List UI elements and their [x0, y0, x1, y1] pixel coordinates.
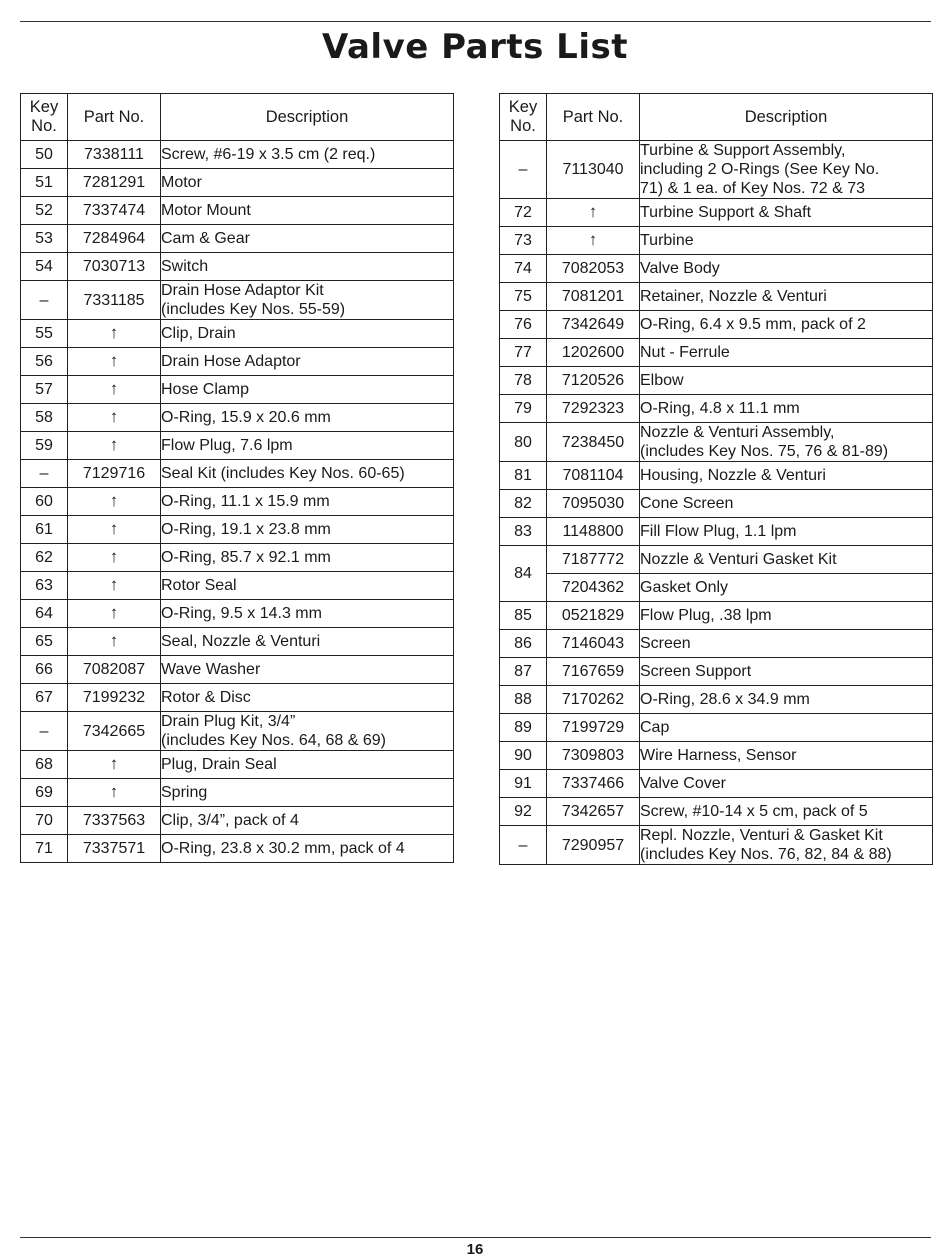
description-cell: O-Ring, 85.7 x 92.1 mm [161, 544, 454, 572]
part-no-cell: 7337474 [68, 197, 161, 225]
key-no-cell: 91 [500, 770, 547, 798]
key-no-cell: 82 [500, 490, 547, 518]
key-no-cell: 66 [21, 656, 68, 684]
page-number: 16 [466, 1241, 484, 1258]
part-no-cell: 0521829 [547, 602, 640, 630]
table-row [500, 227, 933, 255]
key-no-cell: 68 [21, 751, 68, 779]
table-row [500, 742, 933, 770]
key-no-cell: 76 [500, 311, 547, 339]
description-cell: Retainer, Nozzle & Venturi [640, 283, 933, 311]
part-no-cell [547, 199, 640, 227]
bottom-rule [20, 1237, 931, 1238]
part-no-cell [68, 320, 161, 348]
table-row [21, 460, 454, 488]
part-no-cell: 1148800 [547, 518, 640, 546]
table-row [21, 572, 454, 600]
key-no-cell: 92 [500, 798, 547, 826]
description-cell: Wave Washer [161, 656, 454, 684]
key-no-cell: – [500, 141, 547, 199]
table-row [21, 169, 454, 197]
description-cell: O-Ring, 28.6 x 34.9 mm [640, 686, 933, 714]
key-no-cell: 78 [500, 367, 547, 395]
part-no-cell: 7338111 [68, 141, 161, 169]
part-no-cell: 7167659 [547, 658, 640, 686]
key-no-cell: 71 [21, 835, 68, 863]
description-cell: Gasket Only [640, 574, 933, 602]
description-cell: Motor Mount [161, 197, 454, 225]
part-no-cell [68, 376, 161, 404]
table-row [500, 395, 933, 423]
description-cell [640, 826, 933, 865]
table-row [21, 225, 454, 253]
key-no-cell: – [21, 281, 68, 320]
description-cell: Screw, #6-19 x 3.5 cm (2 req.) [161, 141, 454, 169]
description-cell: Wire Harness, Sensor [640, 742, 933, 770]
description-cell: Rotor & Disc [161, 684, 454, 712]
key-no-cell: 84 [500, 546, 547, 602]
table-row [500, 367, 933, 395]
arrow-up-icon: ↑ [109, 435, 119, 454]
part-no-cell: 7030713 [68, 253, 161, 281]
arrow-up-icon: ↑ [109, 519, 119, 538]
key-no-cell: 90 [500, 742, 547, 770]
part-no-cell: 7199232 [68, 684, 161, 712]
key-no-cell: 50 [21, 141, 68, 169]
table-row [21, 656, 454, 684]
description-cell [640, 423, 933, 462]
arrow-up-icon: ↑ [109, 754, 119, 773]
key-header-line1: Key [29, 98, 59, 116]
part-no-cell: 7146043 [547, 630, 640, 658]
key-no-cell: 67 [21, 684, 68, 712]
description-cell: Flow Plug, .38 lpm [640, 602, 933, 630]
arrow-up-icon: ↑ [109, 379, 119, 398]
key-header-line2: No. [510, 117, 536, 135]
description-line: (includes Key Nos. 76, 82, 84 & 88) [640, 846, 892, 863]
description-cell: Elbow [640, 367, 933, 395]
table-row [500, 423, 933, 462]
table-row [21, 432, 454, 460]
arrow-up-icon: ↑ [109, 547, 119, 566]
key-no-cell: – [21, 712, 68, 751]
table-row [21, 348, 454, 376]
key-no-cell: 80 [500, 423, 547, 462]
parts-table-left-body [21, 141, 454, 863]
description-cell: Motor [161, 169, 454, 197]
arrow-up-icon: ↑ [588, 202, 598, 221]
part-no-cell: 7281291 [68, 169, 161, 197]
description-header: Description [161, 94, 454, 141]
key-no-header [500, 94, 547, 141]
key-header-line2: No. [31, 117, 57, 135]
description-line: (includes Key Nos. 75, 76 & 81-89) [640, 443, 889, 460]
part-no-cell [547, 227, 640, 255]
table-row [21, 712, 454, 751]
description-cell: Housing, Nozzle & Venturi [640, 462, 933, 490]
description-cell: Screw, #10-14 x 5 cm, pack of 5 [640, 798, 933, 826]
table-row [21, 516, 454, 544]
table-row [21, 835, 454, 863]
description-cell: Nozzle & Venturi Gasket Kit [640, 546, 933, 574]
top-rule [20, 21, 931, 22]
key-no-cell: 54 [21, 253, 68, 281]
part-no-cell: 7337563 [68, 807, 161, 835]
table-row [21, 628, 454, 656]
description-cell: Hose Clamp [161, 376, 454, 404]
description-cell [161, 712, 454, 751]
key-no-cell: 86 [500, 630, 547, 658]
part-no-cell [68, 516, 161, 544]
part-no-cell [68, 572, 161, 600]
table-row [500, 826, 933, 865]
arrow-up-icon: ↑ [109, 407, 119, 426]
key-no-cell: 79 [500, 395, 547, 423]
description-line: Repl. Nozzle, Venturi & Gasket Kit [640, 827, 883, 844]
description-cell: Screen Support [640, 658, 933, 686]
part-no-cell: 7342649 [547, 311, 640, 339]
part-no-cell: 7113040 [547, 141, 640, 199]
part-no-cell [68, 432, 161, 460]
arrow-up-icon: ↑ [109, 631, 119, 650]
description-cell: Seal Kit (includes Key Nos. 60-65) [161, 460, 454, 488]
description-cell: Switch [161, 253, 454, 281]
description-cell: Turbine [640, 227, 933, 255]
key-no-cell: 87 [500, 658, 547, 686]
arrow-up-icon: ↑ [109, 491, 119, 510]
key-no-cell: 60 [21, 488, 68, 516]
part-no-cell [68, 751, 161, 779]
description-cell: Cone Screen [640, 490, 933, 518]
key-no-cell: 53 [21, 225, 68, 253]
arrow-up-icon: ↑ [109, 782, 119, 801]
table-row [21, 253, 454, 281]
key-no-cell: 77 [500, 339, 547, 367]
table-row [500, 255, 933, 283]
description-line: (includes Key Nos. 64, 68 & 69) [161, 732, 387, 749]
description-cell: O-Ring, 6.4 x 9.5 mm, pack of 2 [640, 311, 933, 339]
part-no-cell: 7331185 [68, 281, 161, 320]
parts-table-right [499, 93, 933, 865]
description-cell: Flow Plug, 7.6 lpm [161, 432, 454, 460]
arrow-up-icon: ↑ [109, 575, 119, 594]
table-row [500, 462, 933, 490]
part-no-cell: 7342657 [547, 798, 640, 826]
key-no-cell: 63 [21, 572, 68, 600]
arrow-up-icon: ↑ [109, 351, 119, 370]
key-no-cell: 83 [500, 518, 547, 546]
part-no-cell: 7238450 [547, 423, 640, 462]
description-line: 71) & 1 ea. of Key Nos. 72 & 73 [640, 180, 866, 197]
arrow-up-icon: ↑ [109, 323, 119, 342]
description-line: Nozzle & Venturi Assembly, [640, 424, 835, 441]
key-no-cell: 85 [500, 602, 547, 630]
key-no-cell: – [500, 826, 547, 865]
table-row [21, 751, 454, 779]
description-line: including 2 O-Rings (See Key No. [640, 161, 880, 178]
table-row [500, 546, 933, 574]
description-cell: Drain Hose Adaptor [161, 348, 454, 376]
part-no-cell: 7284964 [68, 225, 161, 253]
part-no-cell: 7081201 [547, 283, 640, 311]
key-no-cell: 75 [500, 283, 547, 311]
table-row [21, 281, 454, 320]
table-row [500, 798, 933, 826]
table-row [21, 320, 454, 348]
part-no-cell: 7082053 [547, 255, 640, 283]
part-no-cell: 7095030 [547, 490, 640, 518]
part-no-cell: 7199729 [547, 714, 640, 742]
page-title: Valve Parts List [322, 27, 628, 67]
table-row [21, 376, 454, 404]
key-no-cell: 70 [21, 807, 68, 835]
table-row [21, 684, 454, 712]
description-line: Drain Plug Kit, 3/4” [161, 713, 296, 730]
table-row [21, 488, 454, 516]
key-no-cell: 52 [21, 197, 68, 225]
part-no-cell: 7292323 [547, 395, 640, 423]
description-cell: Clip, Drain [161, 320, 454, 348]
table-row [500, 574, 933, 602]
part-no-cell [68, 404, 161, 432]
key-no-cell: 59 [21, 432, 68, 460]
part-no-cell [68, 348, 161, 376]
key-no-cell: 62 [21, 544, 68, 572]
key-header-line1: Key [508, 98, 538, 116]
key-no-cell: – [21, 460, 68, 488]
description-cell: O-Ring, 15.9 x 20.6 mm [161, 404, 454, 432]
key-no-cell: 61 [21, 516, 68, 544]
part-no-cell: 7082087 [68, 656, 161, 684]
table-row [21, 197, 454, 225]
description-cell: O-Ring, 11.1 x 15.9 mm [161, 488, 454, 516]
table-row [500, 630, 933, 658]
key-no-header [21, 94, 68, 141]
header-row [21, 94, 454, 141]
part-no-cell [68, 779, 161, 807]
key-no-cell: 69 [21, 779, 68, 807]
description-cell: Seal, Nozzle & Venturi [161, 628, 454, 656]
description-cell: Valve Body [640, 255, 933, 283]
table-row [500, 199, 933, 227]
table-row [500, 490, 933, 518]
table-row [500, 602, 933, 630]
description-cell: Rotor Seal [161, 572, 454, 600]
table-row [500, 283, 933, 311]
header-row [500, 94, 933, 141]
description-cell: Spring [161, 779, 454, 807]
part-no-cell: 1202600 [547, 339, 640, 367]
table-row [21, 141, 454, 169]
table-row [21, 807, 454, 835]
description-line: Turbine & Support Assembly, [640, 142, 846, 159]
table-row [21, 600, 454, 628]
description-cell: O-Ring, 23.8 x 30.2 mm, pack of 4 [161, 835, 454, 863]
description-cell: O-Ring, 4.8 x 11.1 mm [640, 395, 933, 423]
part-no-cell: 7204362 [547, 574, 640, 602]
description-cell: Plug, Drain Seal [161, 751, 454, 779]
description-cell [161, 281, 454, 320]
part-no-cell: 7342665 [68, 712, 161, 751]
table-row [500, 339, 933, 367]
part-no-cell: 7187772 [547, 546, 640, 574]
description-cell: O-Ring, 19.1 x 23.8 mm [161, 516, 454, 544]
table-row [500, 311, 933, 339]
part-no-cell: 7120526 [547, 367, 640, 395]
description-line: (includes Key Nos. 55-59) [161, 301, 346, 318]
description-cell: Screen [640, 630, 933, 658]
table-row [500, 141, 933, 199]
parts-table-right-body [500, 141, 933, 865]
description-cell: Cam & Gear [161, 225, 454, 253]
key-no-cell: 64 [21, 600, 68, 628]
key-no-cell: 73 [500, 227, 547, 255]
description-cell: Clip, 3/4”, pack of 4 [161, 807, 454, 835]
description-line: Drain Hose Adaptor Kit [161, 282, 324, 299]
part-no-header: Part No. [68, 94, 161, 141]
part-no-cell: 7309803 [547, 742, 640, 770]
description-cell [640, 141, 933, 199]
table-row [500, 770, 933, 798]
part-no-cell [68, 628, 161, 656]
table-row [21, 404, 454, 432]
table-row [500, 686, 933, 714]
arrow-up-icon: ↑ [109, 603, 119, 622]
part-no-header: Part No. [547, 94, 640, 141]
key-no-cell: 81 [500, 462, 547, 490]
parts-table-left [20, 93, 454, 863]
table-row [500, 658, 933, 686]
description-header: Description [640, 94, 933, 141]
key-no-cell: 74 [500, 255, 547, 283]
description-cell: Valve Cover [640, 770, 933, 798]
part-no-cell: 7337571 [68, 835, 161, 863]
part-no-cell [68, 544, 161, 572]
table-row [500, 714, 933, 742]
table-row [21, 544, 454, 572]
part-no-cell [68, 600, 161, 628]
description-cell: Cap [640, 714, 933, 742]
part-no-cell: 7170262 [547, 686, 640, 714]
table-row [21, 779, 454, 807]
key-no-cell: 65 [21, 628, 68, 656]
key-no-cell: 72 [500, 199, 547, 227]
description-cell: Turbine Support & Shaft [640, 199, 933, 227]
description-cell: O-Ring, 9.5 x 14.3 mm [161, 600, 454, 628]
description-cell: Nut - Ferrule [640, 339, 933, 367]
table-row [500, 518, 933, 546]
key-no-cell: 51 [21, 169, 68, 197]
part-no-cell: 7129716 [68, 460, 161, 488]
arrow-up-icon: ↑ [588, 230, 598, 249]
key-no-cell: 56 [21, 348, 68, 376]
description-cell: Fill Flow Plug, 1.1 lpm [640, 518, 933, 546]
part-no-cell: 7081104 [547, 462, 640, 490]
key-no-cell: 57 [21, 376, 68, 404]
key-no-cell: 88 [500, 686, 547, 714]
key-no-cell: 58 [21, 404, 68, 432]
key-no-cell: 89 [500, 714, 547, 742]
part-no-cell [68, 488, 161, 516]
key-no-cell: 55 [21, 320, 68, 348]
part-no-cell: 7290957 [547, 826, 640, 865]
part-no-cell: 7337466 [547, 770, 640, 798]
